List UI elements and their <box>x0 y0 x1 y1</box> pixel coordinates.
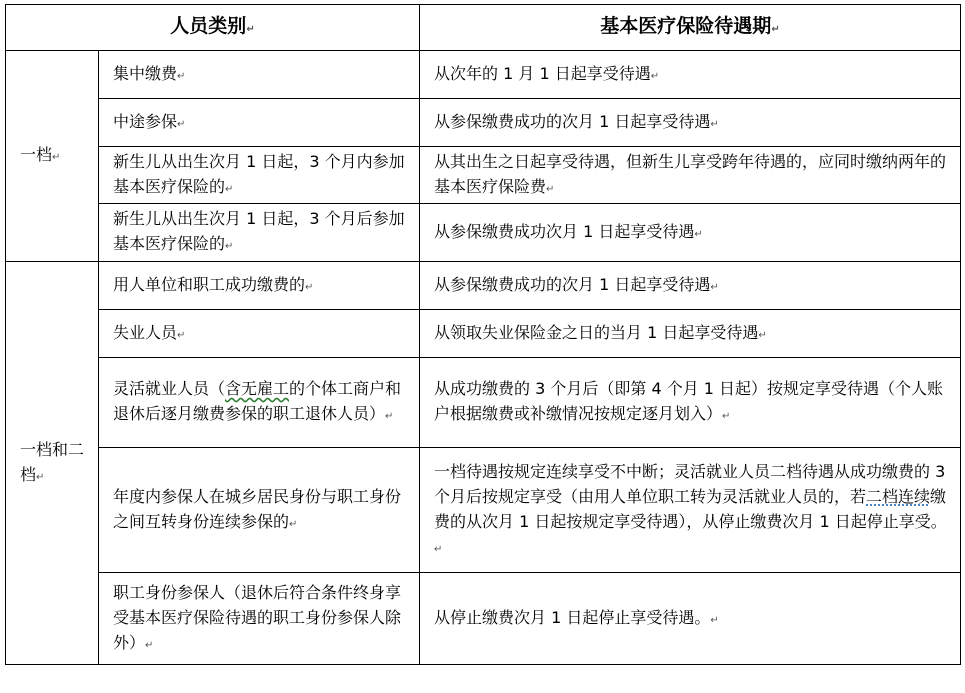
table-row <box>6 448 961 573</box>
paragraph-mark: ↵ <box>710 281 719 293</box>
category-cell: 失业人员↵ <box>99 310 420 358</box>
category-cell: 新生儿从出生次月 1 日起，3 个月内参加基本医疗保险的↵ <box>99 147 420 204</box>
period-cell: 从参保缴费成功次月 1 日起享受待遇↵ <box>420 204 961 262</box>
paragraph-mark: ↵ <box>722 411 731 422</box>
table-row <box>6 310 961 358</box>
category-cell: 职工身份参保人（退休后符合条件终身享受基本医疗保险待遇的职工身份参保人除外）↵ <box>99 573 420 665</box>
paragraph-mark: ↵ <box>650 70 660 82</box>
category-cell: 集中缴费↵ <box>99 51 420 99</box>
header-period: 基本医疗保险待遇期↵ <box>420 5 961 51</box>
period-cell: 从停止缴费次月 1 日起停止享受待遇。↵ <box>420 573 961 665</box>
table-row <box>6 99 961 147</box>
table-row <box>6 573 961 665</box>
table-row <box>6 262 961 310</box>
period-cell: 从参保缴费成功的次月 1 日起享受待遇↵ <box>420 262 961 310</box>
table-row <box>6 51 961 99</box>
medical-insurance-table <box>5 4 961 665</box>
header-row <box>6 5 961 51</box>
paragraph-mark: ↵ <box>710 614 719 626</box>
paragraph-mark: ↵ <box>52 152 61 163</box>
table-row <box>6 358 961 448</box>
paragraph-mark: ↵ <box>289 518 298 530</box>
paragraph-mark: ↵ <box>694 228 703 240</box>
paragraph-mark: ↵ <box>546 183 555 195</box>
category-cell: 用人单位和职工成功缴费的↵ <box>99 262 420 310</box>
paragraph-mark: ↵ <box>177 118 186 130</box>
period-cell: 从领取失业保险金之日的当月 1 日起享受待遇↵ <box>420 310 961 358</box>
paragraph-mark: ↵ <box>710 118 719 130</box>
category-cell: 年度内参保人在城乡居民身份与职工身份之间互转身份连续参保的↵ <box>99 448 420 573</box>
paragraph-mark: ↵ <box>225 183 234 195</box>
category-cell: 中途参保↵ <box>99 99 420 147</box>
grammar-underline: 含无雇工 <box>225 379 290 398</box>
table-row <box>6 147 961 204</box>
category-cell: 新生儿从出生次月 1 日起，3 个月后参加基本医疗保险的↵ <box>99 204 420 262</box>
paragraph-mark: ↵ <box>225 241 234 252</box>
tier-label-2: 一档和二档↵ <box>6 262 99 665</box>
paragraph-mark: ↵ <box>177 329 186 341</box>
period-cell: 从参保缴费成功的次月 1 日起享受待遇↵ <box>420 99 961 147</box>
tier-label-1: 一档↵ <box>6 51 99 262</box>
table-row <box>6 204 961 262</box>
paragraph-mark: ↵ <box>246 23 255 35</box>
paragraph-mark: ↵ <box>434 543 443 555</box>
period-cell: 从次年的 1 月 1 日起享受待遇↵ <box>420 51 961 99</box>
period-cell: 从其出生之日起享受待遇，但新生儿享受跨年待遇的，应同时缴纳两年的基本医疗保险费↵ <box>420 147 961 204</box>
header-category: 人员类别↵ <box>6 5 420 51</box>
spelling-underline: 二档连续 <box>866 486 931 506</box>
period-cell: 从成功缴费的 3 个月后（即第 4 个月 1 日起）按规定享受待遇（个人账户根据缴费或补缴情况按规定逐月划入）↵ <box>420 358 961 448</box>
paragraph-mark: ↵ <box>771 23 780 35</box>
paragraph-mark: ↵ <box>177 70 186 82</box>
category-cell: 灵活就业人员（含无雇工的个体工商户和退休后逐月缴费参保的职工退休人员）↵ <box>99 358 420 448</box>
period-cell: 一档待遇按规定连续享受不中断；灵活就业人员二档待遇从成功缴费的 3 个月后按规定享受（由用人单位职工转为灵活就业人员的，若二档连续缴费的从次月 1 日起按规定享受待遇），从停止缴费次月 1 日起停止享受。↵ <box>420 448 961 573</box>
paragraph-mark: ↵ <box>305 281 314 293</box>
paragraph-mark: ↵ <box>145 639 154 651</box>
paragraph-mark: ↵ <box>36 471 45 483</box>
paragraph-mark: ↵ <box>758 329 767 341</box>
paragraph-mark: ↵ <box>385 411 394 422</box>
